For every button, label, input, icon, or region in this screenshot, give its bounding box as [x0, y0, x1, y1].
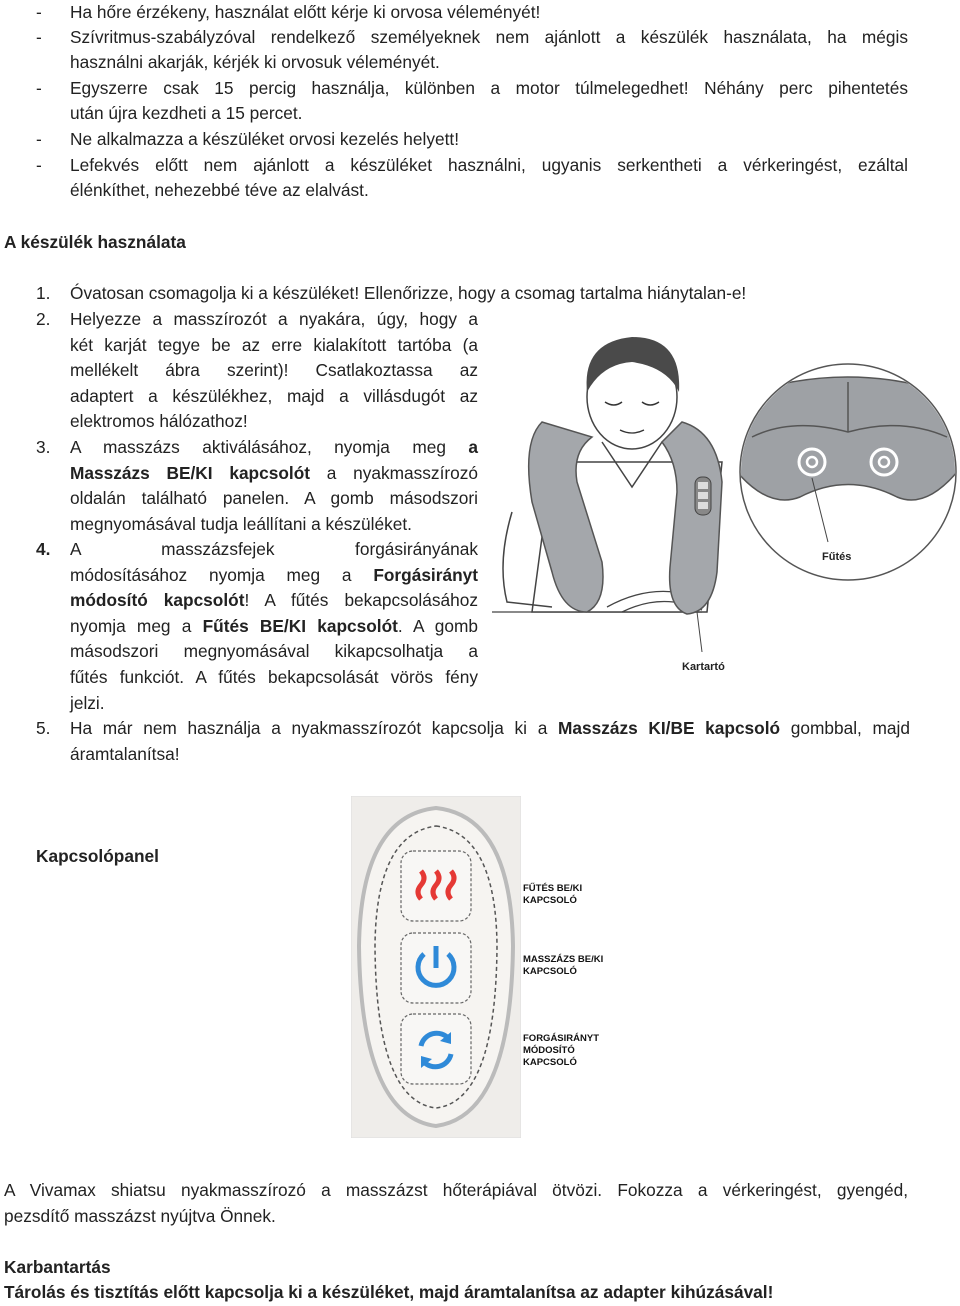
intro-line: pezsdítő masszázst nyújtva Önnek. — [4, 1206, 276, 1226]
warning-line: használni akarják, kérjék ki orvosuk véleményét. — [70, 52, 440, 72]
control-panel-photo — [351, 796, 521, 1138]
bullet-dash: - — [36, 27, 42, 47]
arm-holder-label: Kartartó — [682, 661, 725, 673]
direction-switch-label: FORGÁSIRÁNYT MÓDOSÍTÓ KAPCSOLÓ — [523, 1033, 599, 1068]
step-2-text: Helyezze a masszírozót a nyakára, úgy, hogy a két karját tegye be az erre kialakított tartóba (a mellékelt ábra szerint)! Csatlakoztassa az adaptert a készülékhez, majd a villásdugót az elektromos hálózathoz! — [70, 309, 478, 432]
intro-line: A Vivamax shiatsu nyakmasszírozó a masszázst hőterápiával ötvözi. Fokozza a vérkeringést, gyengéd, — [4, 1180, 908, 1200]
bullet-dash: - — [36, 78, 42, 98]
heating-label: Fűtés — [822, 551, 852, 563]
maintenance-heading: Karbantartás — [4, 1257, 111, 1277]
step-number: 5. — [36, 718, 51, 738]
bullet-dash: - — [36, 2, 42, 22]
massage-switch-label: MASSZÁZS BE/KI KAPCSOLÓ — [523, 954, 604, 977]
bullet-dash: - — [36, 155, 42, 175]
warning-line: élénkíthet, nehezebbé téve az elalvást. — [70, 180, 369, 200]
heat-switch-label: FŰTÉS BE/KI KAPCSOLÓ — [523, 883, 583, 906]
bullet-dash: - — [36, 129, 42, 149]
maintenance-text: Tárolás és tisztítás előtt kapcsolja ki a készüléket, majd áramtalanítsa az adapter kihúzásával! — [4, 1282, 774, 1302]
warning-line: Ha hőre érzékeny, használat előtt kérje ki orvosa véleményét! — [70, 2, 541, 22]
warning-line: Szívritmus-szabályzóval rendelkező személyeknek nem ajánlott a készülék használata, ha mégis — [70, 27, 908, 47]
warning-line: Lefekvés előtt nem ajánlott a készüléket használni, ugyanis serkentheti a vérkeringést, ezáltal — [70, 155, 908, 175]
step-5-text: Ha már nem használja a nyakmasszírozót kapcsolja ki a Masszázs KI/BE kapcsoló gombbal, majd áramtalanítsa! — [70, 718, 910, 764]
warning-line: Ne alkalmazza a készüléket orvosi kezelés helyett! — [70, 129, 460, 149]
panel-heading: Kapcsolópanel — [36, 846, 159, 866]
usage-heading: A készülék használata — [4, 232, 186, 252]
step-number: 4. — [36, 539, 51, 559]
step-number: 2. — [36, 309, 51, 329]
warning-line: után újra kezdheti a 15 percet. — [70, 103, 303, 123]
step-number: 3. — [36, 437, 51, 457]
warning-line: Egyszerre csak 15 percig használja, különben a motor túlmelegedhet! Néhány perc pihentetés — [70, 78, 908, 98]
step-4-text: A masszázsfejek forgásirányának módosításához nyomja meg a Forgásirányt módosító kapcsolót! A fűtés bekapcsolásához nyomja meg a Fűtés BE/KI kapcsolót. A gomb másodszori megnyomásával kikapcsolhatja a fűtés funkciót. A fűtés bekapcsolását vörös fény jelzi. — [70, 539, 478, 713]
step-number: 1. — [36, 283, 51, 303]
step-3-text: A masszázs aktiválásához, nyomja meg a Masszázs BE/KI kapcsolót a nyakmasszírozó oldalán található panelen. A gomb másodszori megnyomásával tudja leállítani a készüléket. — [70, 437, 478, 534]
step-1-text: Óvatosan csomagolja ki a készüléket! Ellenőrizze, hogy a csomag tartalma hiánytalan-e! — [70, 283, 747, 303]
massager-usage-illustration — [492, 312, 960, 684]
